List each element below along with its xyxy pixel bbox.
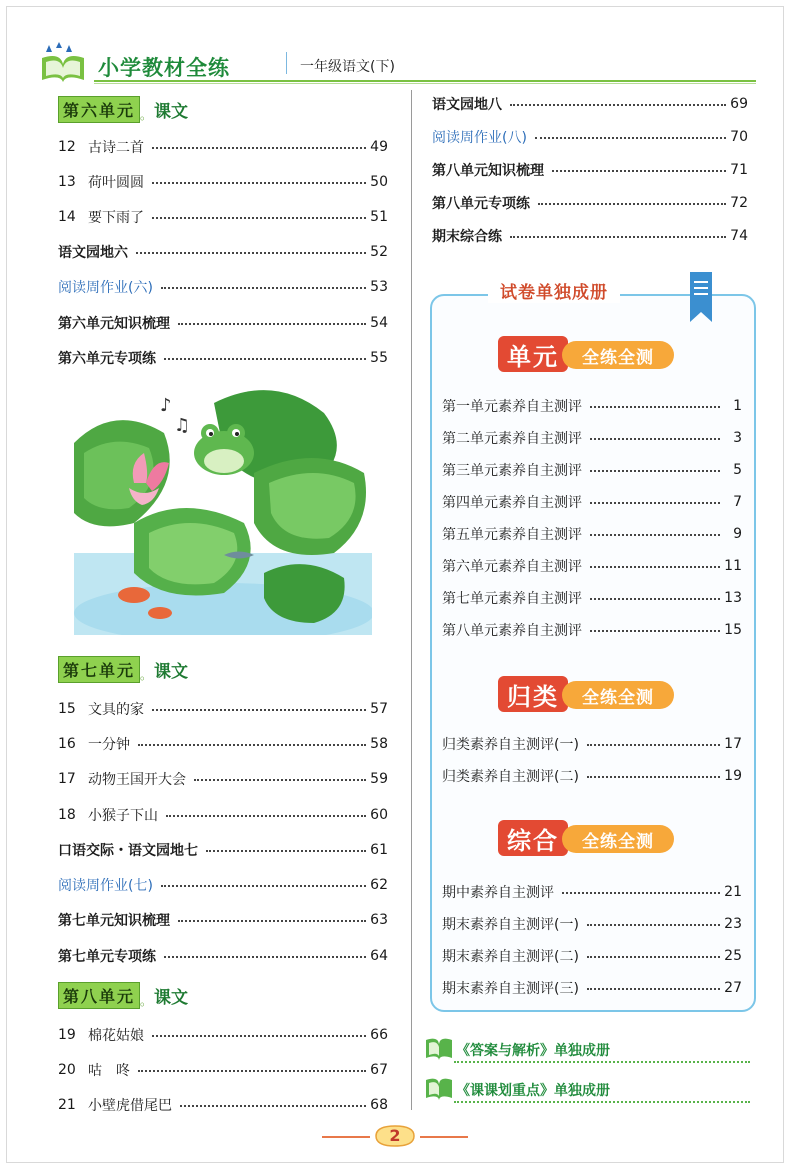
header-rule-light	[94, 83, 756, 84]
key-points-banner[interactable]	[424, 1074, 750, 1104]
book-icon	[424, 1034, 454, 1062]
toc-row[interactable]: 13 荷叶圆圆 50	[58, 174, 388, 191]
toc-row[interactable]: 阅读周作业(六) 53	[58, 279, 388, 296]
header-rule	[94, 80, 756, 82]
banner-underline	[454, 1061, 750, 1063]
brand-title: 小学教材全练	[98, 56, 230, 80]
test-row[interactable]: 第五单元素养自主测评 9	[442, 526, 742, 543]
comprehensive-test-badge	[498, 820, 678, 856]
test-row[interactable]: 归类素养自主测评(二) 19	[442, 768, 742, 785]
toc-row[interactable]: 语文园地八 69	[432, 96, 748, 113]
toc-row[interactable]: 19 棉花姑娘 66	[58, 1027, 388, 1044]
test-row[interactable]: 第六单元素养自主测评 11	[442, 558, 742, 575]
banner-underline	[454, 1101, 750, 1103]
toc-row[interactable]: 20 咕 咚 67	[58, 1062, 388, 1079]
toc-row[interactable]: 语文园地六 52	[58, 244, 388, 261]
svg-text:♫: ♫	[174, 415, 191, 436]
toc-row[interactable]: 15 文具的家 57	[58, 701, 388, 718]
unit-suffix: 课文	[154, 102, 189, 122]
toc-row[interactable]: 17 动物王国开大会 59	[58, 771, 388, 788]
page-header	[36, 42, 756, 86]
column-divider	[411, 90, 412, 1110]
page-number-text: 2	[389, 1126, 401, 1145]
badge-sub: 全练全测	[562, 825, 674, 853]
test-row[interactable]: 归类素养自主测评(一) 17	[442, 736, 742, 753]
toc-row[interactable]: 口语交际・语文园地七 61	[58, 842, 388, 859]
test-row[interactable]: 第四单元素养自主测评 7	[442, 494, 742, 511]
page-number-rule-right	[420, 1136, 468, 1138]
test-row[interactable]: 期末素养自主测评(三) 27	[442, 980, 742, 997]
banner-text: 《答案与解析》单独成册	[456, 1043, 610, 1059]
frog-lotus-illustration	[74, 383, 372, 635]
badge-sub: 全练全测	[562, 341, 674, 369]
toc-row[interactable]: 14 要下雨了 51	[58, 209, 388, 226]
badge-main: 单元	[498, 336, 568, 372]
toc-row[interactable]: 18 小猴子下山 60	[58, 807, 388, 824]
badge-main: 综合	[498, 820, 568, 856]
toc-row[interactable]: 21 小壁虎借尾巴 68	[58, 1097, 388, 1114]
test-booklet-title: 试卷单独成册	[488, 278, 620, 303]
test-row[interactable]: 期末素养自主测评(二) 25	[442, 948, 742, 965]
test-row[interactable]: 第八单元素养自主测评 15	[442, 622, 742, 639]
toc-row[interactable]: 第八单元专项练 72	[432, 195, 748, 212]
toc-row[interactable]: 第七单元知识梳理 63	[58, 912, 388, 929]
test-row[interactable]: 期中素养自主测评 21	[442, 884, 742, 901]
toc-row[interactable]: 阅读周作业(八) 70	[432, 129, 748, 146]
section-header-unit8: 第八单元 。 课文	[58, 982, 188, 1008]
section-header-unit6: 第六单元 。 课文	[58, 96, 188, 122]
banner-text: 《课课划重点》单独成册	[456, 1083, 610, 1099]
badge-main: 归类	[498, 676, 568, 712]
page-number	[370, 1123, 420, 1149]
unit-label: 第八单元	[58, 982, 140, 1009]
page-number-rule-left	[322, 1136, 370, 1138]
toc-row[interactable]: 12 古诗二首 49	[58, 139, 388, 156]
toc-row[interactable]: 16 一分钟 58	[58, 736, 388, 753]
header-separator	[286, 52, 287, 74]
unit-label: 第六单元	[58, 96, 140, 123]
book-logo-icon	[36, 42, 90, 84]
unit-label: 第七单元	[58, 656, 140, 683]
test-row[interactable]: 第七单元素养自主测评 13	[442, 590, 742, 607]
toc-row[interactable]: 第六单元专项练 55	[58, 350, 388, 367]
toc-row[interactable]: 第六单元知识梳理 54	[58, 315, 388, 332]
test-row[interactable]: 第二单元素养自主测评 3	[442, 430, 742, 447]
book-icon	[424, 1074, 454, 1102]
section-header-unit7: 第七单元 。 课文	[58, 656, 188, 682]
test-row[interactable]: 期末素养自主测评(一) 23	[442, 916, 742, 933]
unit-suffix: 课文	[154, 662, 189, 682]
test-row[interactable]: 第三单元素养自主测评 5	[442, 462, 742, 479]
toc-row[interactable]: 期末综合练 74	[432, 228, 748, 245]
badge-sub: 全练全测	[562, 681, 674, 709]
toc-row[interactable]: 第八单元知识梳理 71	[432, 162, 748, 179]
unit-suffix: 课文	[154, 988, 189, 1008]
test-row[interactable]: 第一单元素养自主测评 1	[442, 398, 742, 415]
toc-row[interactable]: 第七单元专项练 64	[58, 948, 388, 965]
svg-text:♪: ♪	[160, 395, 172, 416]
category-test-badge	[498, 676, 678, 712]
grade-subtitle: 一年级语文(下)	[300, 59, 395, 75]
bookmark-icon	[690, 272, 712, 322]
unit-test-badge	[498, 336, 678, 372]
toc-row[interactable]: 阅读周作业(七) 62	[58, 877, 388, 894]
answers-banner[interactable]	[424, 1034, 750, 1064]
